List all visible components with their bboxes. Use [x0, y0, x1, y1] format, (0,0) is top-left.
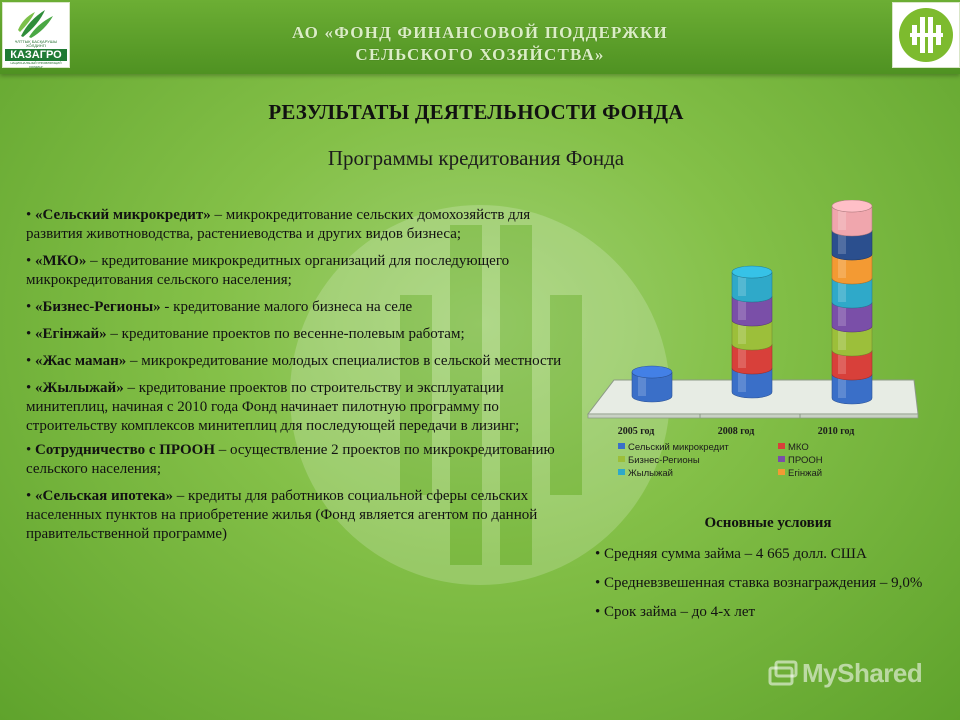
bullet: •: [595, 546, 601, 562]
list-item: [595, 603, 940, 622]
bar-cap: [832, 200, 872, 212]
fund-logo-icon: [893, 3, 959, 67]
bar-cap: [732, 266, 772, 278]
header-title-line1: АО «ФОНД ФИНАНСОВОЙ ПОДДЕРЖКИ: [292, 23, 668, 42]
page-title: РЕЗУЛЬТАТЫ ДЕЯТЕЛЬНОСТИ ФОНДА: [268, 100, 684, 124]
bullet: •: [26, 353, 32, 369]
program-name: «Егінжай»: [35, 326, 107, 342]
list-item: [26, 487, 574, 544]
bar-cap: [632, 366, 672, 378]
program-name: Сотрудничество с ПРООН: [35, 442, 216, 458]
conditions-list: [595, 545, 940, 632]
condition-text: Средневзвешенная ставка вознаграждения – 9,0%: [604, 575, 923, 591]
header-band: [0, 0, 960, 74]
bullet: •: [26, 442, 32, 458]
bullet: •: [26, 207, 32, 223]
legend-swatch: [618, 443, 625, 449]
bullet: •: [595, 575, 601, 591]
kazagro-logo: [2, 2, 70, 68]
legend-label: Бизнес-Регионы: [628, 455, 700, 466]
list-item: [26, 441, 574, 479]
logo-brand-sub: НАЦИОНАЛЬНЫЙ УПРАВЛЯЮЩИЙ ХОЛДИНГ: [10, 61, 62, 69]
condition-text: Средняя сумма займа – 4 665 долл. США: [604, 546, 867, 562]
x-tick-label: 2005 год: [617, 426, 655, 437]
list-item: [26, 206, 574, 244]
myshared-watermark: MyShared: [802, 658, 923, 688]
legend-swatch: [778, 469, 785, 475]
page-subtitle: Программы кредитования Фонда: [327, 146, 625, 170]
legend-swatch: [618, 456, 625, 462]
logo-small-text: ҰЛТТЫҚ БАСҚАРУШЫ ХОЛДИНГІ: [14, 39, 58, 48]
legend-swatch: [778, 443, 785, 449]
list-item: [595, 574, 940, 593]
chart-legend: [618, 442, 823, 479]
chart-bars: [632, 200, 872, 404]
program-name: «Жылыжай»: [35, 380, 124, 396]
program-name: «Сельский микрокредит»: [35, 207, 211, 223]
fund-logo: [892, 2, 960, 68]
bullet: •: [595, 604, 601, 620]
program-desc: – осуществление 2 проектов по микрокредитованию сельского населения;: [26, 442, 555, 477]
list-item: [595, 545, 940, 564]
bullet: •: [26, 253, 32, 269]
program-desc: – кредитование проектов по весенне-полевым работам;: [106, 326, 465, 342]
list-item: [26, 379, 574, 436]
chart-floor-edge: [588, 414, 918, 418]
bullet: •: [26, 326, 32, 342]
bullet: •: [26, 380, 32, 396]
programs-list: [26, 206, 574, 552]
list-item: [26, 298, 574, 317]
program-desc: - кредитование малого бизнеса на селе: [160, 299, 413, 315]
programs-chart: [584, 200, 924, 500]
x-tick-label: 2008 год: [717, 426, 755, 437]
program-name: «МКО»: [35, 253, 87, 269]
legend-label: Егінжай: [788, 468, 823, 479]
program-desc: – микрокредитование молодых специалистов в сельской местности: [126, 353, 562, 369]
conditions-title: Основные условия: [704, 515, 832, 531]
bullet: •: [26, 488, 32, 504]
program-desc: – кредитование проектов по строительству и эксплуатации минитеплиц, начиная с 2010 года Фонд начинает пилотную программу по строительству комплексов минитеплиц для последующей передачи в лизинг;: [26, 380, 520, 434]
list-item: [26, 352, 574, 371]
legend-label: Сельский микрокредит: [628, 442, 729, 453]
condition-text: Срок займа – до 4-х лет: [604, 604, 756, 620]
legend-label: МКО: [788, 442, 809, 453]
program-desc: – микрокредитование сельских домохозяйств для развития животноводства, растениеводства и других видов бизнеса;: [26, 207, 531, 242]
myshared-logo-icon: [768, 660, 798, 688]
wheat-icon: [15, 6, 57, 40]
header-title-line2: СЕЛЬСКОГО ХОЗЯЙСТВА»: [355, 45, 605, 64]
program-name: «Бизнес-Регионы»: [35, 299, 161, 315]
logo-brand: КАЗАГРО: [5, 49, 67, 61]
program-name: «Сельская ипотека»: [35, 488, 174, 504]
legend-label: ПРООН: [788, 455, 823, 466]
list-item: [26, 252, 574, 290]
program-desc: – кредитование микрокредитных организаций для последующего микрокредитования сельского населения;: [26, 253, 510, 288]
legend-swatch: [778, 456, 785, 462]
program-name: «Жас маман»: [35, 353, 127, 369]
legend-swatch: [618, 469, 625, 475]
bullet: •: [26, 299, 32, 315]
x-tick-label: 2010 год: [817, 426, 855, 437]
header-title: [200, 22, 760, 66]
legend-label: Жылыжай: [628, 468, 673, 479]
list-item: [26, 325, 574, 344]
program-desc: – кредиты для работников социальной сферы сельских населенных пунктов на приобретение жилья (Фонд является агентом по данной правительственной программе): [26, 488, 538, 542]
